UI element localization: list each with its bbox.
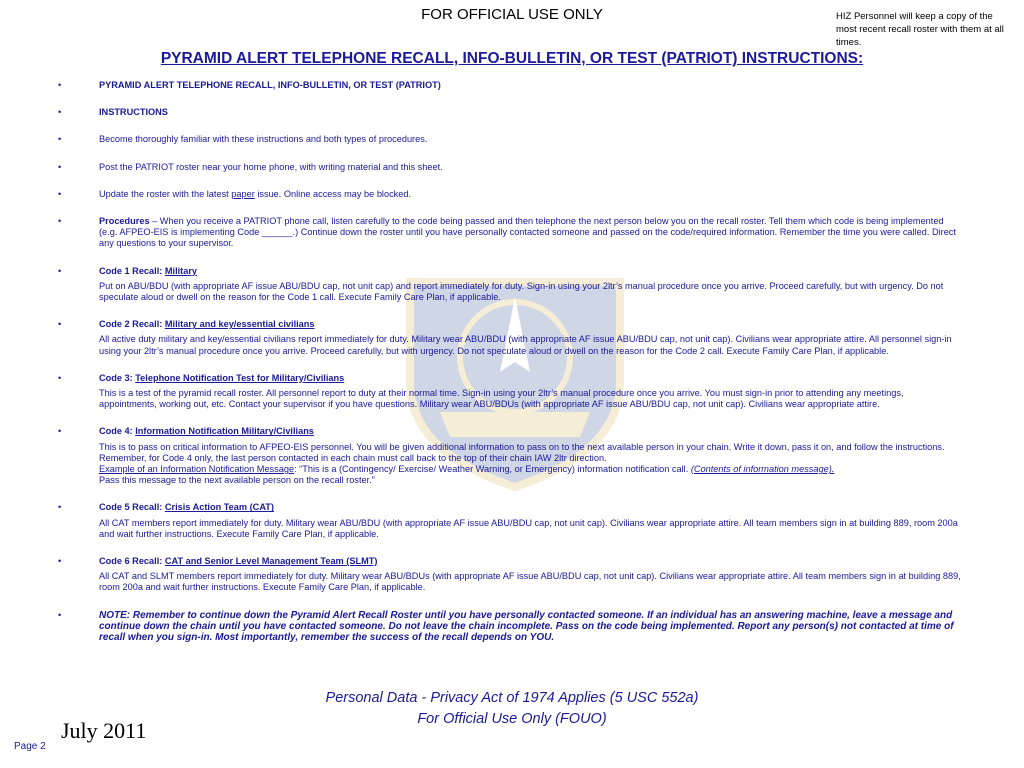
bullet-icon: • — [58, 107, 62, 118]
document-date: July 2011 — [61, 718, 147, 743]
code-title: Telephone Notification Test for Military/Civilians — [135, 372, 345, 383]
code-label: Code 4: — [99, 426, 136, 437]
list-item — [58, 80, 963, 91]
privacy-act-footer: Personal Data - Privacy Act of 1974 Applies (5 USC 552a) — [325, 690, 699, 706]
code-title: Military and key/essential civilians — [164, 319, 315, 330]
list-item-code-1 — [58, 266, 963, 304]
list-item — [58, 189, 963, 200]
bullet-icon: • — [58, 426, 62, 437]
code-description: Put on ABU/BDU (with appropriate AF issue ABU/BDU cap, not unit cap) and report immediately for duty. Sign-in using your 2ltr’s manual procedure once you arrive. Proceed carefully, but with urgency. Do not speculate aloud or dwell on the reason for the Code 1 call. Execute Family Care Plan, if applicable. — [99, 280, 944, 303]
bullet-icon: • — [58, 80, 62, 90]
note-text: NOTE: Remember to continue down the Pyramid Alert Recall Roster until you have personally contacted someone. If an individual has an answering machine, leave a message and continue down the chain until you have contacted someone. Do not leave the chain incomplete. Pass on the code being implemented. Report any person(s) not contacted at time of recall when you sign-in. Most importantly, remember the success of the recall depends on YOU. — [99, 609, 954, 644]
bullet-icon: • — [58, 134, 62, 145]
bullet-icon: • — [58, 502, 62, 513]
code-description: All active duty military and key/essential civilians report immediately for duty. Military wear ABU/BDU (with appropriate AF issue ABU/BDU cap, not unit cap). Civilians wear appropriate attire. All personnel sign-in using your 2ltr’s manual procedure once you arrive. Proceed carefully, but with urgency. Do not speculate aloud or dwell on the reason for the Code 2 call. Execute Family Care Plan, if applicable. — [99, 334, 952, 356]
example-contents: (Contents of information message). — [690, 464, 835, 475]
procedures-text: – When you receive a PATRIOT phone call, listen carefully to the code being passed and then telephone the next person below you on the recall roster. Tell them which code is being implemented (e.g. AFPEO-EIS is implementing Code ______.) Continue down the roster until you have personally contacted someone and passed on the code/required information. Remember the time you were called. Direct any questions to your supervisor. — [99, 216, 956, 249]
example-message — [99, 464, 963, 475]
bullet-icon: • — [58, 556, 62, 567]
code-label: Code 6 Recall: — [99, 556, 165, 567]
code-label: Code 2 Recall: — [99, 319, 165, 330]
list-item-code-2 — [58, 319, 963, 357]
code-label: Code 5 Recall: — [99, 502, 165, 513]
code-description: All CAT members report immediately for duty. Military wear ABU/BDU (with appropriate AF issue ABU/BDU cap, not unit cap). Civilians wear appropriate attire. All team members sign in at building 889, room 200a and wait further instructions. Execute Family Care Plan, if applicable. — [99, 517, 958, 539]
code-label: Code 3: — [99, 372, 136, 383]
page-number: Page 2 — [14, 741, 46, 752]
list-item-text: issue. Online access may be blocked. — [254, 188, 412, 199]
list-item-text: PYRAMID ALERT TELEPHONE RECALL, INFO-BULLETIN, OR TEST (PATRIOT) — [99, 80, 441, 90]
hiz-personnel-note: HIZ Personnel will keep a copy of the most recent recall roster with them at all times. — [836, 11, 1004, 48]
list-item-code-4 — [58, 426, 963, 486]
bullet-icon: • — [58, 161, 62, 172]
bullet-icon: • — [58, 372, 62, 383]
fouo-footer: For Official Use Only (FOUO) — [417, 711, 607, 727]
list-item — [58, 162, 963, 173]
list-item-code-5 — [58, 502, 963, 540]
list-item-text: Update the roster with the latest — [99, 188, 232, 199]
instruction-list — [58, 80, 963, 643]
page-title: PYRAMID ALERT TELEPHONE RECALL, INFO-BULLETIN, OR TEST (PATRIOT) INSTRUCTIONS: — [160, 50, 864, 67]
paper-link: paper — [231, 188, 255, 199]
list-item-procedures — [58, 216, 963, 250]
list-item-note — [58, 610, 963, 644]
list-item-code-3 — [58, 373, 963, 411]
list-item-text: Post the PATRIOT roster near your home phone, with writing material and this sheet. — [99, 161, 443, 172]
code-label: Code 1 Recall: — [99, 265, 165, 276]
example-label: Example of an Information Notification Message — [99, 464, 295, 475]
code-title: CAT and Senior Level Management Team (SLMT) — [164, 556, 378, 567]
list-item-text: INSTRUCTIONS — [99, 107, 168, 118]
code-title: Crisis Action Team (CAT) — [164, 502, 274, 513]
example-text: : “This is a (Contingency/ Exercise/ Weather Warning, or Emergency) information notification call. — [294, 464, 691, 475]
code-title: Information Notification Military/Civilians — [135, 426, 314, 437]
list-item — [58, 134, 963, 145]
code-description: This is a test of the pyramid recall roster. All personnel report to duty at their normal time. Sign-in using your 2ltr’s manual procedure once you arrive. You must sign-in prior to attending any meetings, appointments, working out, etc. Contact your supervisor if you have questions. Military wear ABU/BDUs (with appropriate AF issue ABU/BDU cap, not unit cap). Civilians wear appropriate attire. — [99, 388, 904, 410]
bullet-icon: • — [58, 319, 62, 330]
list-item-code-6 — [58, 556, 963, 594]
code-title: Military — [164, 265, 198, 276]
list-item-text: Become thoroughly familiar with these instructions and both types of procedures. — [99, 134, 428, 145]
code-description: All CAT and SLMT members report immediately for duty. Military wear ABU/BDUs (with appropriate AF issue ABU/BDU cap, not unit cap). Civilians wear appropriate attire. All team members sign in at building 889, room 200a and wait further instructions. Execute Family Care Plan, if applicable. — [99, 571, 961, 593]
bullet-icon: • — [58, 265, 62, 276]
bullet-icon: • — [58, 609, 62, 620]
list-item — [58, 107, 963, 118]
bullet-icon: • — [58, 188, 62, 199]
procedures-label: Procedures — [99, 216, 150, 227]
classification-header: FOR OFFICIAL USE ONLY — [421, 6, 603, 23]
example-end: Pass this message to the next available person on the recall roster.” — [99, 475, 375, 486]
code-description: This is to pass on critical information to AFPEO-EIS personnel. You will be given additional information to pass on to the next available person in your chain. Write it down, pass it on, and follow the instructions. Remember, for Code 4 only, the last person contacted in each chain must call back to the top of their chain IAW 2ltr direction. — [99, 441, 945, 463]
bullet-icon: • — [58, 216, 62, 227]
